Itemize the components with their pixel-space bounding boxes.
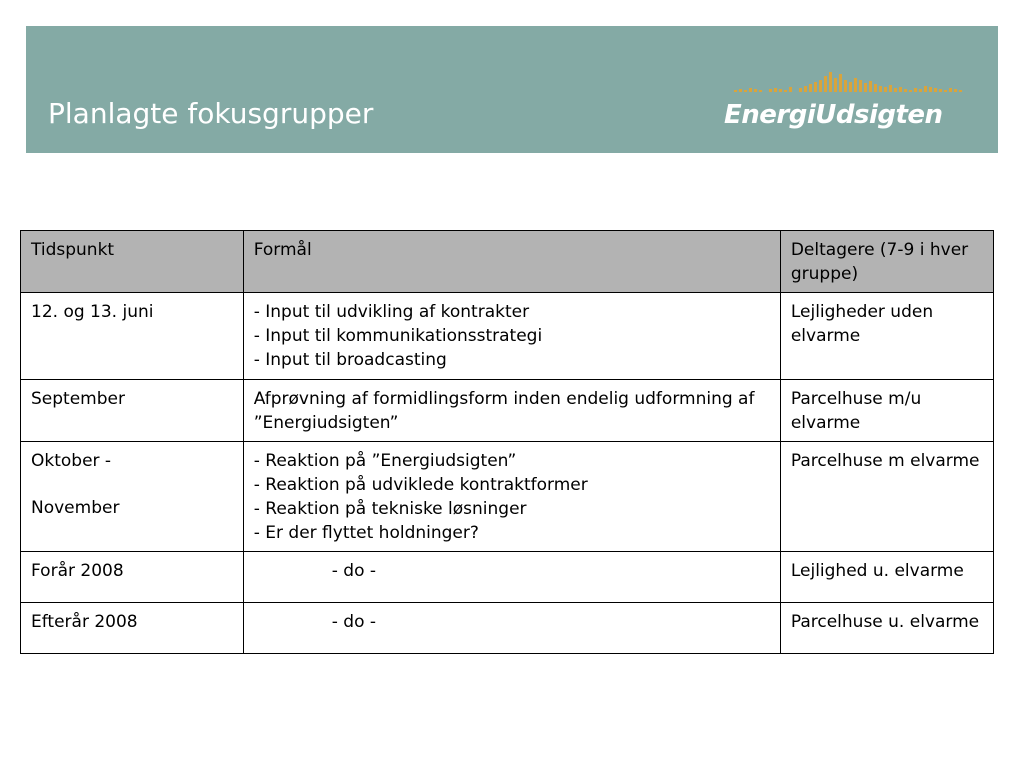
logo-bar bbox=[734, 90, 737, 92]
logo-bar bbox=[874, 84, 877, 92]
logo-bar bbox=[869, 81, 872, 92]
logo-bar bbox=[849, 82, 852, 92]
logo-bar bbox=[774, 88, 777, 92]
cell-time: September bbox=[21, 380, 244, 442]
logo-bar bbox=[959, 90, 962, 92]
logo-bar bbox=[814, 82, 817, 92]
cell-purpose bbox=[243, 552, 780, 603]
table-row bbox=[21, 442, 994, 552]
cell-time: Forår 2008 bbox=[21, 552, 244, 603]
cell-time bbox=[21, 442, 244, 552]
logo-bar bbox=[854, 78, 857, 92]
table-header-row bbox=[21, 231, 994, 293]
logo-bar bbox=[749, 88, 752, 92]
purpose-line: - Input til broadcasting bbox=[253, 350, 447, 370]
header-tidspunkt: Tidspunkt bbox=[21, 231, 244, 293]
logo-bar bbox=[904, 89, 907, 92]
focus-group-table bbox=[20, 230, 994, 654]
cell-time: 12. og 13. juni bbox=[21, 293, 244, 380]
header-formaal: Formål bbox=[243, 231, 780, 293]
cell-participants: Parcelhuse m/u elvarme bbox=[780, 380, 993, 442]
logo-bar bbox=[779, 89, 782, 92]
logo-bar bbox=[919, 89, 922, 92]
logo-bar bbox=[799, 88, 802, 92]
table-row bbox=[21, 603, 994, 654]
cell-purpose bbox=[243, 293, 780, 380]
cell-participants: Lejlighed u. elvarme bbox=[780, 552, 993, 603]
spacer bbox=[31, 473, 233, 496]
logo-text: EnergiUdsigten bbox=[724, 100, 943, 130]
logo-bar bbox=[804, 86, 807, 92]
logo-bar bbox=[834, 78, 837, 92]
logo-bar bbox=[939, 89, 942, 92]
purpose-line: - Er der flyttet holdninger? bbox=[253, 523, 479, 543]
logo-bar bbox=[839, 74, 842, 92]
logo-bar bbox=[909, 90, 912, 92]
table-row bbox=[21, 552, 994, 603]
slide-title: Planlagte fokusgrupper bbox=[48, 97, 374, 130]
logo-bar bbox=[759, 90, 762, 92]
purpose-line: - Reaktion på udviklede kontraktformer bbox=[253, 475, 588, 495]
logo-bars-icon bbox=[734, 70, 964, 92]
logo-bar bbox=[879, 86, 882, 92]
logo-bar bbox=[789, 87, 792, 92]
purpose-line: - Reaktion på ”Energiudsigten” bbox=[253, 451, 517, 471]
logo-bar bbox=[859, 80, 862, 92]
time-line: Oktober - bbox=[31, 451, 112, 471]
logo-bar bbox=[929, 87, 932, 92]
logo-bar bbox=[924, 86, 927, 92]
logo-bar bbox=[884, 87, 887, 92]
cell-time: Efterår 2008 bbox=[21, 603, 244, 654]
purpose-line: - Input til udvikling af kontrakter bbox=[253, 302, 530, 322]
logo-bar bbox=[744, 90, 747, 92]
logo-bar bbox=[899, 87, 902, 92]
table-row bbox=[21, 380, 994, 442]
energiudsigten-logo bbox=[724, 70, 964, 140]
purpose-ditto: - do - bbox=[331, 561, 377, 581]
logo-bar bbox=[784, 90, 787, 92]
logo-bar bbox=[754, 89, 757, 92]
logo-bar bbox=[944, 90, 947, 92]
header-deltagere: Deltagere (7-9 i hver gruppe) bbox=[780, 231, 993, 293]
logo-bar bbox=[889, 85, 892, 92]
purpose-ditto: - do - bbox=[331, 612, 377, 632]
purpose-line: Afprøvning af formidlingsform inden endelig udformning af ”Energiudsigten” bbox=[253, 389, 755, 433]
logo-bar bbox=[739, 89, 742, 92]
logo-bar bbox=[824, 76, 827, 92]
logo-bar bbox=[949, 88, 952, 92]
time-line: November bbox=[31, 498, 120, 518]
table-row bbox=[21, 293, 994, 380]
logo-bar bbox=[894, 88, 897, 92]
purpose-line: - Reaktion på tekniske løsninger bbox=[253, 499, 527, 519]
logo-bar bbox=[829, 72, 832, 92]
cell-purpose bbox=[243, 603, 780, 654]
cell-participants: Lejligheder uden elvarme bbox=[780, 293, 993, 380]
cell-participants: Parcelhuse u. elvarme bbox=[780, 603, 993, 654]
logo-bar bbox=[819, 80, 822, 92]
logo-bar bbox=[914, 88, 917, 92]
cell-participants: Parcelhuse m elvarme bbox=[780, 442, 993, 552]
purpose-line: - Input til kommunikationsstrategi bbox=[253, 326, 543, 346]
cell-purpose bbox=[243, 380, 780, 442]
cell-purpose bbox=[243, 442, 780, 552]
logo-bar bbox=[809, 84, 812, 92]
header-band bbox=[26, 26, 998, 153]
logo-bar bbox=[934, 88, 937, 92]
logo-bar bbox=[844, 80, 847, 92]
logo-bar bbox=[864, 83, 867, 92]
logo-bar bbox=[769, 89, 772, 92]
logo-bar bbox=[954, 89, 957, 92]
